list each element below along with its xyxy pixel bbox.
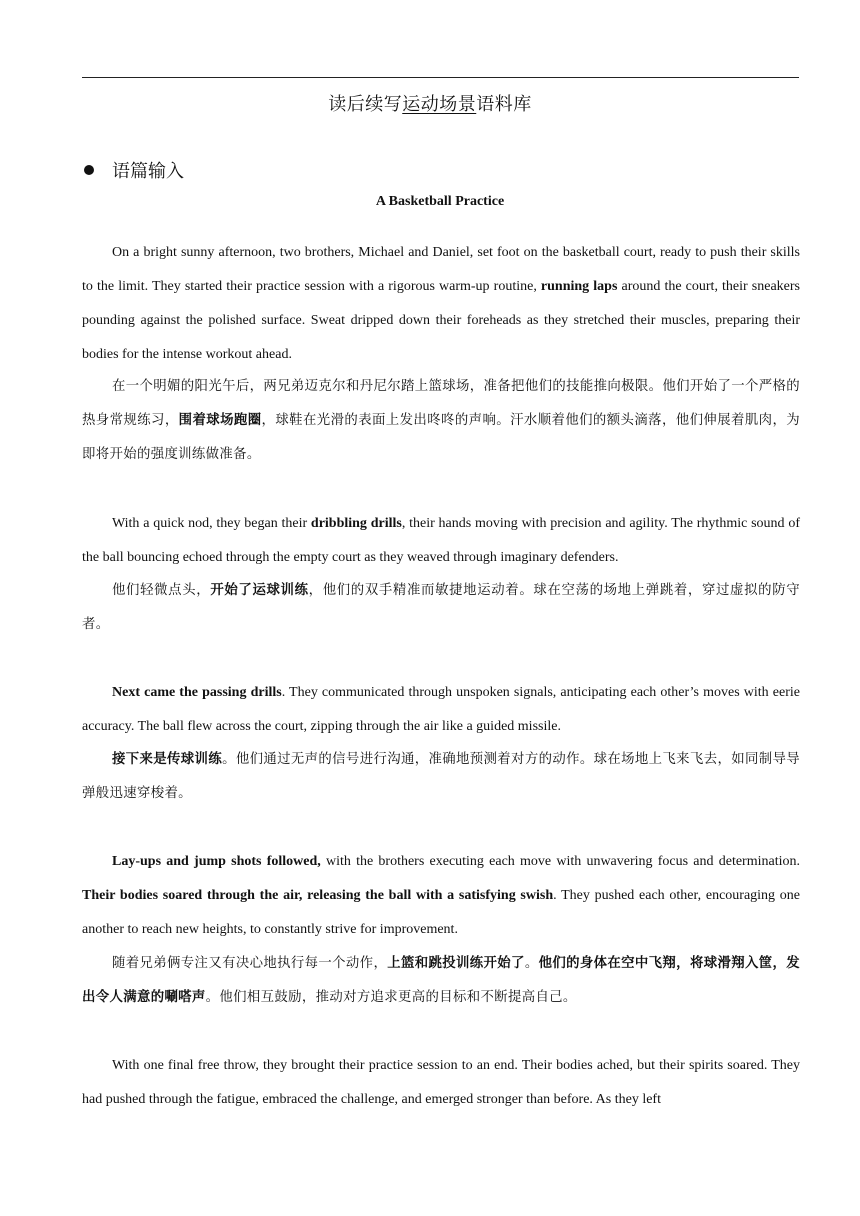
paragraph-1-cn bbox=[82, 370, 800, 472]
bold-phrase: Their bodies soared through the air, releasing the ball with a satisfying swish bbox=[82, 888, 554, 903]
bold-phrase: 上篮和跳投训练开始了 bbox=[387, 956, 525, 971]
text-run: On a bright sunny afternoon, two brothers, Michael and Daniel, set foot on the basketball court, ready to push their skills to the limit. They started their practice session with a rigorous warm-up routine, bbox=[82, 245, 800, 294]
bold-phrase: 接下来是传球训练 bbox=[112, 752, 223, 767]
bold-phrase: Lay-ups and jump shots followed, bbox=[112, 854, 321, 869]
bullet-icon bbox=[84, 165, 94, 175]
bold-phrase: Next came the passing drills bbox=[112, 685, 282, 700]
paragraph-4-en bbox=[82, 845, 800, 947]
text-run: ，球鞋在光滑的表面上发出咚咚的声响。汗水顺着他们的额头滴落，他们伸展着肌肉，为即将开始的强度训练做准备。 bbox=[82, 413, 800, 462]
text-run: with the brothers executing each move with unwavering focus and determination. bbox=[320, 854, 800, 869]
text-run: 。他们通过无声的信号进行沟通，准确地预测着对方的动作。球在场地上飞来飞去，如同制导导弹般迅速穿梭着。 bbox=[82, 752, 800, 801]
page-title-part-1: 读后续写 bbox=[328, 94, 403, 115]
text-run: . They pushed each other, encouraging one another to reach new heights, to constantly strive for improvement. bbox=[82, 888, 800, 937]
text-run: ，他们的双手精准而敏捷地运动着。球在空荡的场地上弹跳着，穿过虚拟的防守者。 bbox=[82, 583, 800, 632]
text-run: . They communicated through unspoken signals, anticipating each other’s moves with eerie accuracy. The ball flew across the court, zipping through the air like a guided missile. bbox=[82, 685, 800, 734]
page-title bbox=[0, 90, 860, 116]
text-run: With a quick nod, they began their bbox=[112, 516, 311, 531]
text-run: , their hands moving with precision and agility. The rhythmic sound of the ball bouncing echoed through the empty court as they weaved through imaginary defenders. bbox=[82, 516, 800, 565]
text-run: 他们轻微点头， bbox=[112, 583, 211, 598]
page-title-underlined: 运动场景 bbox=[402, 94, 477, 115]
article-title: A Basketball Practice bbox=[375, 194, 505, 209]
paragraph-1-en bbox=[82, 236, 800, 372]
text-run: 在一个明媚的阳光午后，两兄弟迈克尔和丹尼尔踏上篮球场，准备把他们的技能推向极限。他们开始了一个严格的热身常规练习， bbox=[82, 379, 800, 428]
page-title-part-3: 语料库 bbox=[476, 94, 532, 115]
text-run: With one final free throw, they brought their practice session to an end. Their bodies ached, but their spirits soared. They had pushed through the fatigue, embraced the challenge, and emerged stronger than before. As they left bbox=[82, 1058, 800, 1107]
text-run: around the court, their sneakers pounding against the polished surface. Sweat dripped down their foreheads as they stretched their muscles, preparing their bodies for the intense workout ahead. bbox=[82, 279, 801, 362]
paragraph-5-en bbox=[82, 1049, 800, 1117]
text-run: 随着兄弟俩专注又有决心地执行每一个动作， bbox=[112, 956, 388, 971]
bold-phrase: dribbling drills bbox=[310, 516, 402, 531]
bold-phrase: 他们的身体在空中飞翔，将球滑翔入筐，发出令人满意的唰嗒声 bbox=[82, 956, 800, 1005]
paragraph-3-cn bbox=[82, 743, 800, 811]
section-heading bbox=[82, 157, 184, 183]
paragraph-4-cn bbox=[82, 947, 800, 1015]
header-rule bbox=[82, 77, 799, 78]
bold-phrase: 围着球场跑圈 bbox=[178, 413, 262, 428]
bold-phrase: 开始了运球训练 bbox=[210, 583, 309, 598]
bold-phrase: running laps bbox=[540, 279, 618, 294]
text-run: 。 bbox=[524, 956, 539, 971]
paragraph-2-cn bbox=[82, 574, 800, 642]
paragraph-3-en bbox=[82, 676, 800, 744]
section-label: 语篇输入 bbox=[112, 161, 184, 182]
text-run: 。他们相互鼓励，推动对方追求更高的目标和不断提高自己。 bbox=[205, 990, 577, 1005]
paragraph-2-en bbox=[82, 507, 800, 575]
